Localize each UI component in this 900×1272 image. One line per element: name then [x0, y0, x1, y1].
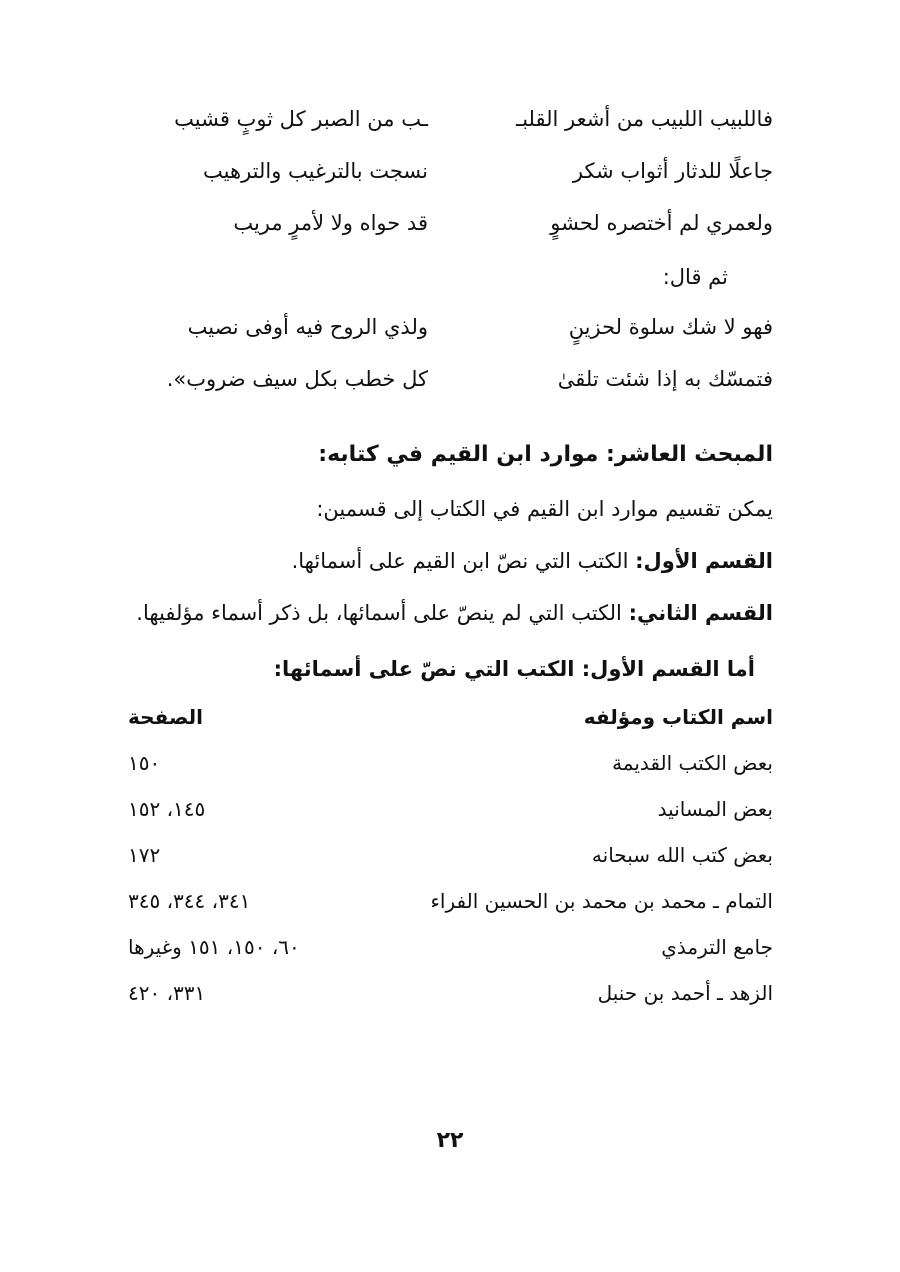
poem-block-2 — [128, 303, 773, 407]
page-refs: ١٥٠ — [128, 751, 161, 775]
section-two-paragraph — [128, 587, 773, 639]
verse-first-hemistich: جاعلًا للدثار أثواب شكر — [572, 159, 773, 183]
page-refs: ١٧٢ — [128, 843, 161, 867]
verse — [128, 95, 773, 147]
table-row — [128, 741, 773, 787]
page-refs: ١٤٥، ١٥٢ — [128, 797, 206, 821]
table-row — [128, 925, 773, 971]
poem-block-1 — [128, 95, 773, 251]
page-refs: ٦٠، ١٥٠، ١٥١ وغيرها — [128, 935, 300, 959]
verse — [128, 147, 773, 199]
table-header-row — [128, 695, 773, 741]
table-row — [128, 879, 773, 925]
verse-second-hemistich: قد حواه ولا لأمرٍ مريب — [233, 211, 428, 235]
column-header-pages: الصفحة — [128, 705, 204, 729]
subsection-heading: أما القسم الأول: الكتب التي نصّ على أسمائها: — [273, 657, 755, 681]
intro-line: ثم قال: — [662, 265, 728, 289]
verse — [128, 303, 773, 355]
section-one-text: الكتب التي نصّ ابن القيم على أسمائها. — [291, 549, 636, 573]
verse-first-hemistich: فهو لا شك سلوة لحزينٍ — [568, 315, 773, 339]
column-header-name: اسم الكتاب ومؤلفه — [583, 705, 773, 729]
book-name: بعض المسانيد — [657, 797, 773, 821]
verse — [128, 199, 773, 251]
table-row — [128, 787, 773, 833]
section-two-text: الكتب التي لم ينصّ على أسمائها، بل ذكر أسماء مؤلفيها. — [136, 601, 629, 625]
book-name: بعض الكتب القديمة — [612, 751, 773, 775]
sources-table — [128, 695, 773, 1017]
verse-first-hemistich: فاللبيب اللبيب من أشعر القلبـ — [516, 107, 773, 131]
verse-second-hemistich: نسجت بالترغيب والترهيب — [203, 159, 428, 183]
verse-second-hemistich: ـب من الصبر كل ثوبٍ قشيب — [174, 107, 428, 131]
book-name: بعض كتب الله سبحانه — [591, 843, 773, 867]
section-two-label: القسم الثاني: — [628, 601, 773, 625]
section-one-paragraph — [128, 535, 773, 587]
page-refs: ٣٤١، ٣٤٤، ٣٤٥ — [128, 889, 251, 913]
verse-second-hemistich: كل خطب بكل سيف ضروب». — [166, 367, 428, 391]
paragraph: يمكن تقسيم موارد ابن القيم في الكتاب إلى قسمين: — [316, 497, 773, 521]
page-number: ٢٢ — [436, 1128, 464, 1153]
page-refs: ٣٣١، ٤٢٠ — [128, 981, 206, 1005]
section-heading: المبحث العاشر: موارد ابن القيم في كتابه: — [318, 442, 773, 467]
verse-first-hemistich: ولعمري لم أختصره لحشوٍ — [550, 211, 773, 235]
verse-second-hemistich: ولذي الروح فيه أوفى نصيب — [187, 315, 428, 339]
book-name: جامع الترمذي — [661, 935, 773, 959]
book-name: الزهد ـ أحمد بن حنبل — [597, 981, 773, 1005]
table-row — [128, 971, 773, 1017]
section-one-label: القسم الأول: — [635, 549, 773, 573]
table-row — [128, 833, 773, 879]
verse — [128, 355, 773, 407]
book-name: التمام ـ محمد بن محمد بن الحسين الفراء — [430, 889, 773, 913]
verse-first-hemistich: فتمسّك به إذا شئت تلقىٰ — [557, 367, 773, 391]
page-content — [128, 95, 773, 1017]
